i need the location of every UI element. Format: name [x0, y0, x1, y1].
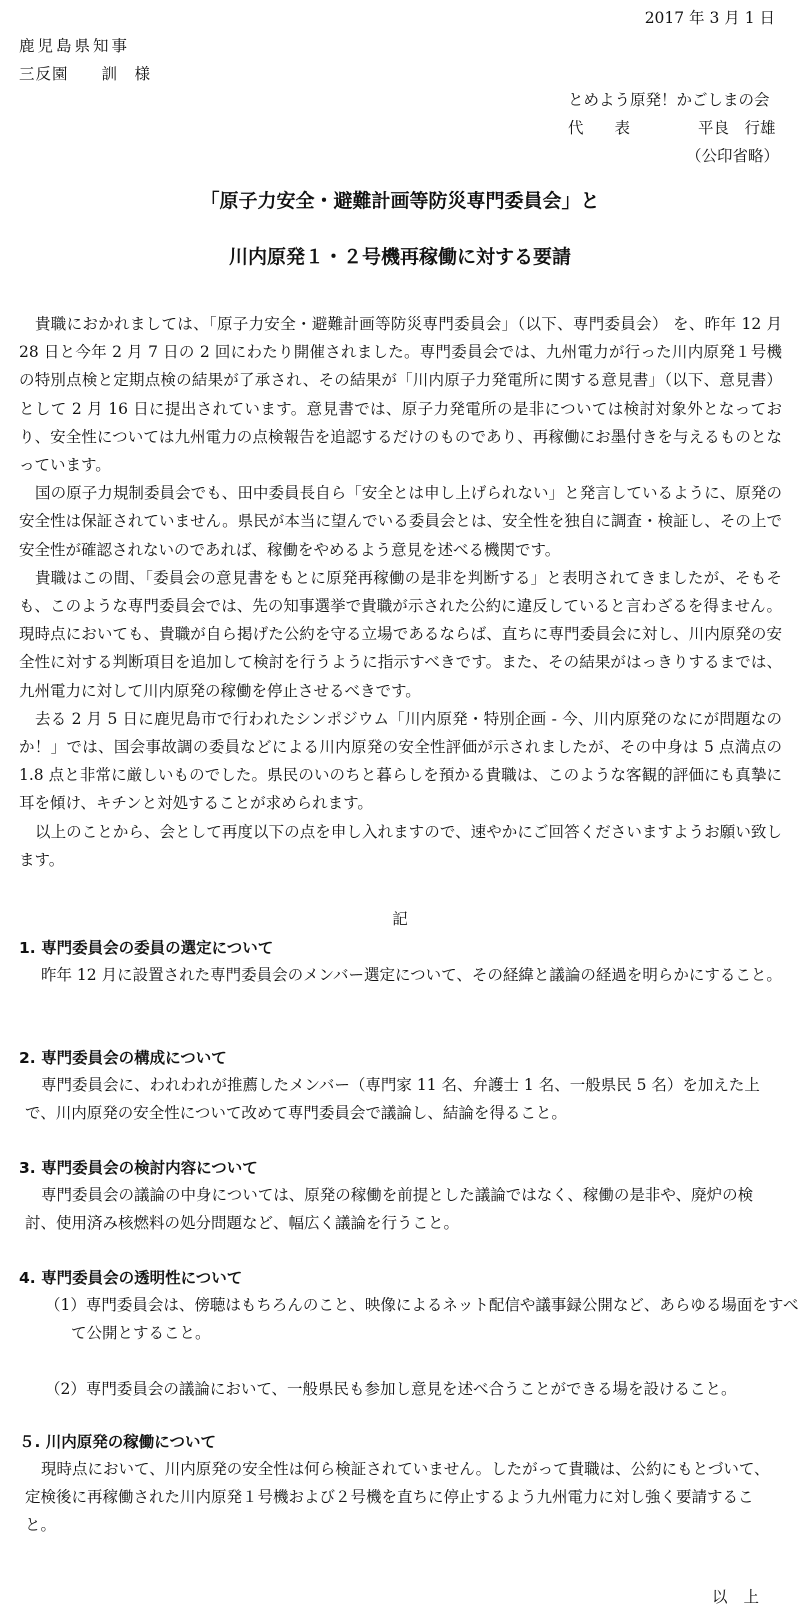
item-text: 専門委員会の議論の中身については、原発の稼働を前提とした議論ではなく、稼働の是非や、廃炉の検討、使用済み核燃料の処分問題など、幅広く議論を行うこと。 [25, 1186, 754, 1232]
closing-mark: 以上 [711, 1588, 775, 1606]
body-paragraph: 貴職はこの間、「委員会の意見書をもとに原発再稼働の是非を判断する」と表明されてきましたが、そもそも、このような専門委員会では、先の知事選挙で貴職が示された公約に違反していると言わざるを得ません。現時点においても、貴職が自ら掲げた公約を守る立場であるならば、直ちに専門委員会に対し、川内原発の安全性に対する判断項目を追加して検討を行うように指示すべきです。また、その結果がはっきりするまでは、九州電力に対して川内原発の稼働を停止させるべきです。 [19, 568, 782, 700]
body-paragraph: 去る 2 月 5 日に鹿児島市で行われたシンポジウム「川内原発・特別企画 - 今、川内原発のなにが問題なのか！」では、国会事故調の委員などによる川内原発の安全性評価が示されましたが、その中身は 5 点満点の 1.8 点と非常に厳しいものでした。県民のいのちと暮らしを預かる貴職は、このような客観的評価にも真摯に耳を傾け、キチンと対処することが求められます。 [19, 709, 782, 813]
document-title-line2: 川内原発１・２号機再稼働に対する要請 [228, 246, 571, 268]
item-text: 昨年 12 月に設置された専門委員会のメンバー選定について、その経緯と議論の経過を明らかにすること。 [41, 966, 782, 984]
body-paragraph: 以上のことから、会として再度以下の点を申し入れますので、速やかにご回答くださいますようお願い致します。 [19, 822, 782, 869]
item-heading: 3. 専門委員会の検討内容について [19, 1159, 258, 1177]
item-heading: ５. 川内原発の稼働について [19, 1433, 216, 1451]
sender-role: 代 表 [568, 119, 631, 137]
item-text: 現時点において、川内原発の安全性は何ら検証されていません。したがって貴職は、公約にもとづいて、定検後に再稼働された川内原発１号機および２号機を直ちに停止するよう九州電力に対し強く要請すること。 [25, 1460, 770, 1534]
body-paragraph: 国の原子力規制委員会でも、田中委員長自ら「安全とは申し上げられない」と発言しているように、原発の安全性は保証されていません。県民が本当に望んでいる委員会とは、安全性を独自に調査・検証し、その上で安全性が確認されないのであれば、稼働をやめるよう意見を述べる機関です。 [19, 484, 782, 559]
item-text: 専門委員会に、われわれが推薦したメンバー（専門家 11 名、弁護士 1 名、一般県民 5 名）を加えた上で、川内原発の安全性について改めて専門委員会で議論し、結論を得ること。 [25, 1076, 760, 1122]
document-title-line1: 「原子力安全・避難計画等防災専門委員会」と [200, 190, 600, 212]
item-heading: 4. 専門委員会の透明性について [19, 1269, 243, 1287]
body-paragraph: 貴職におかれましては、「原子力安全・避難計画等防災専門委員会」（以下、専門委員会） を、昨年 12 月 28 日と今年 2 月 7 日の 2 回にわたり開催されました。専門委員会では、九州電力が行った川内原発１号機の特別点検と定期点検の結果が了承され、その結果が「川内原子力発電所に関する意見書」（以下、意見書）として 2 月 16 日に提出されています。意見書では、原子力発電所の是非については検討対象外となっており、安全性については九州電力の点検報告を追認するだけのものであり、再稼働にお墨付きを与えるものとなっています。 [19, 315, 782, 475]
document-date: 2017 年 3 月 1 日 [644, 9, 775, 27]
sender-name: 平良 行雄 [698, 119, 776, 137]
addressee-name: 三反園 訓 様 [19, 65, 152, 83]
body-text [19, 310, 782, 874]
item-heading: 2. 専門委員会の構成について [19, 1049, 227, 1067]
sender-org: とめよう原発！かごしまの会 [568, 91, 770, 109]
item-subitem: （1）専門委員会は、傍聴はもちろんのこと、映像によるネット配信や議事録公開など、あらゆる場面をすべて公開とすること。 [45, 1296, 799, 1342]
seal-note: （公印省略） [686, 147, 780, 165]
addressee-title: 鹿児島県知事 [19, 37, 131, 55]
ki-marker: 記 [392, 910, 408, 928]
item-subitem: （2）専門委員会の議論において、一般県民も参加し意見を述べ合うことができる場を設けること。 [45, 1380, 737, 1398]
item-heading: 1. 専門委員会の委員の選定について [19, 939, 274, 957]
